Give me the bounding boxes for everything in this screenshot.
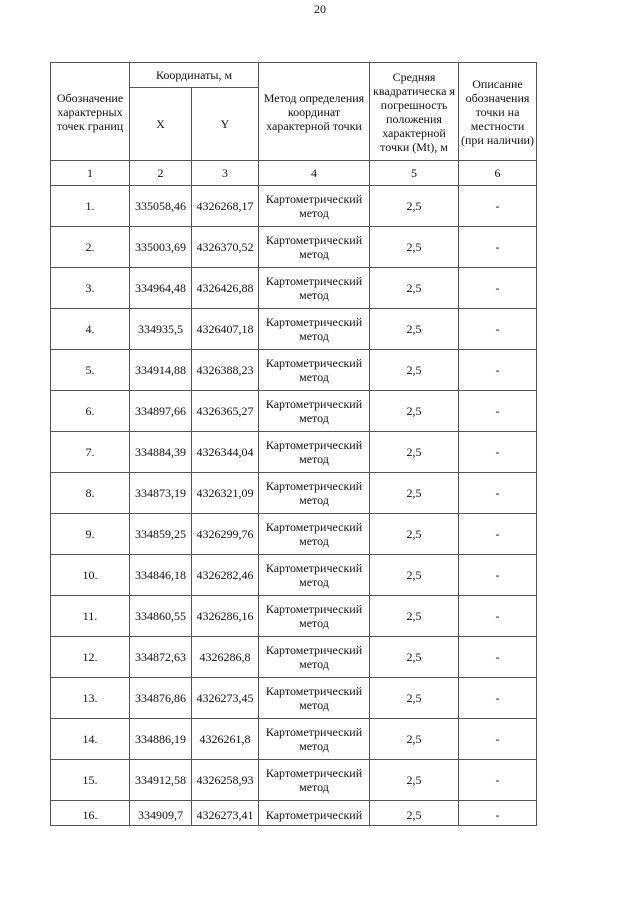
error-cell: 2,5	[370, 227, 459, 268]
method-cell: Картометрический метод	[259, 268, 370, 309]
table-row	[51, 309, 537, 350]
point-number-cell: 5.	[51, 350, 130, 391]
x-coordinate-cell: 334876,86	[130, 678, 192, 719]
point-number-cell: 15.	[51, 760, 130, 801]
method-cell: Картометрический метод	[259, 555, 370, 596]
method-cell: Картометрический	[259, 801, 370, 826]
x-coordinate-cell: 334914,88	[130, 350, 192, 391]
method-cell: Картометрический метод	[259, 350, 370, 391]
table-row	[51, 719, 537, 760]
x-coordinate-cell: 335058,46	[130, 186, 192, 227]
table-row	[51, 801, 537, 826]
y-coordinate-cell: 4326261,8	[192, 719, 259, 760]
method-cell: Картометрический метод	[259, 637, 370, 678]
description-cell: -	[459, 186, 537, 227]
column-number: 1	[51, 161, 130, 186]
table-row	[51, 514, 537, 555]
point-number-cell: 11.	[51, 596, 130, 637]
description-cell: -	[459, 719, 537, 760]
table-row	[51, 186, 537, 227]
point-number-cell: 10.	[51, 555, 130, 596]
error-cell: 2,5	[370, 186, 459, 227]
error-cell: 2,5	[370, 432, 459, 473]
error-cell: 2,5	[370, 555, 459, 596]
table-row	[51, 350, 537, 391]
point-number-cell: 7.	[51, 432, 130, 473]
description-cell: -	[459, 432, 537, 473]
table-row	[51, 555, 537, 596]
error-cell: 2,5	[370, 268, 459, 309]
x-coordinate-cell: 334886,19	[130, 719, 192, 760]
x-coordinate-cell: 334884,39	[130, 432, 192, 473]
description-cell: -	[459, 268, 537, 309]
description-cell: -	[459, 555, 537, 596]
description-cell: -	[459, 596, 537, 637]
method-cell: Картометрический метод	[259, 186, 370, 227]
table-row	[51, 268, 537, 309]
header-y: Y	[192, 88, 259, 161]
method-cell: Картометрический метод	[259, 678, 370, 719]
error-cell: 2,5	[370, 678, 459, 719]
y-coordinate-cell: 4326258,93	[192, 760, 259, 801]
y-coordinate-cell: 4326321,09	[192, 473, 259, 514]
table-row	[51, 760, 537, 801]
method-cell: Картометрический метод	[259, 473, 370, 514]
column-number: 4	[259, 161, 370, 186]
y-coordinate-cell: 4326365,27	[192, 391, 259, 432]
x-coordinate-cell: 334964,48	[130, 268, 192, 309]
x-coordinate-cell: 334859,25	[130, 514, 192, 555]
method-cell: Картометрический метод	[259, 227, 370, 268]
point-number-cell: 14.	[51, 719, 130, 760]
x-coordinate-cell: 334860,55	[130, 596, 192, 637]
description-cell: -	[459, 350, 537, 391]
x-coordinate-cell: 335003,69	[130, 227, 192, 268]
error-cell: 2,5	[370, 801, 459, 826]
point-number-cell: 13.	[51, 678, 130, 719]
error-cell: 2,5	[370, 596, 459, 637]
point-number-cell: 9.	[51, 514, 130, 555]
y-coordinate-cell: 4326286,8	[192, 637, 259, 678]
y-coordinate-cell: 4326286,16	[192, 596, 259, 637]
description-cell: -	[459, 637, 537, 678]
x-coordinate-cell: 334872,63	[130, 637, 192, 678]
x-coordinate-cell: 334909,7	[130, 801, 192, 826]
description-cell: -	[459, 227, 537, 268]
error-cell: 2,5	[370, 350, 459, 391]
description-cell: -	[459, 391, 537, 432]
y-coordinate-cell: 4326426,88	[192, 268, 259, 309]
y-coordinate-cell: 4326268,17	[192, 186, 259, 227]
y-coordinate-cell: 4326299,76	[192, 514, 259, 555]
method-cell: Картометрический метод	[259, 719, 370, 760]
error-cell: 2,5	[370, 760, 459, 801]
x-coordinate-cell: 334935,5	[130, 309, 192, 350]
x-coordinate-cell: 334897,66	[130, 391, 192, 432]
error-cell: 2,5	[370, 637, 459, 678]
x-coordinate-cell: 334846,18	[130, 555, 192, 596]
y-coordinate-cell: 4326407,18	[192, 309, 259, 350]
description-cell: -	[459, 309, 537, 350]
header-coordinates: Координаты, м	[130, 63, 259, 88]
boundary-points-table	[50, 62, 537, 826]
x-coordinate-cell: 334873,19	[130, 473, 192, 514]
header-x: X	[130, 88, 192, 161]
y-coordinate-cell: 4326388,23	[192, 350, 259, 391]
table-body	[51, 186, 537, 826]
table-row	[51, 391, 537, 432]
point-number-cell: 3.	[51, 268, 130, 309]
table-row	[51, 227, 537, 268]
x-coordinate-cell: 334912,58	[130, 760, 192, 801]
column-number: 2	[130, 161, 192, 186]
description-cell: -	[459, 514, 537, 555]
point-number-cell: 16.	[51, 801, 130, 826]
method-cell: Картометрический метод	[259, 596, 370, 637]
description-cell: -	[459, 473, 537, 514]
method-cell: Картометрический метод	[259, 760, 370, 801]
y-coordinate-cell: 4326370,52	[192, 227, 259, 268]
description-cell: -	[459, 801, 537, 826]
point-number-cell: 1.	[51, 186, 130, 227]
column-number: 6	[459, 161, 537, 186]
table-row	[51, 678, 537, 719]
point-number-cell: 4.	[51, 309, 130, 350]
page-number: 20	[314, 2, 326, 16]
error-cell: 2,5	[370, 391, 459, 432]
column-number-row	[51, 161, 537, 186]
y-coordinate-cell: 4326273,41	[192, 801, 259, 826]
table-row	[51, 473, 537, 514]
table-row	[51, 596, 537, 637]
error-cell: 2,5	[370, 719, 459, 760]
y-coordinate-cell: 4326344,04	[192, 432, 259, 473]
method-cell: Картометрический метод	[259, 391, 370, 432]
method-cell: Картометрический метод	[259, 309, 370, 350]
table-row	[51, 637, 537, 678]
header-designation: Обозначение характерных точек границ	[51, 63, 130, 161]
error-cell: 2,5	[370, 309, 459, 350]
method-cell: Картометрический метод	[259, 432, 370, 473]
method-cell: Картометрический метод	[259, 514, 370, 555]
column-number: 5	[370, 161, 459, 186]
header-description: Описание обозначения точки на местности (при наличии)	[459, 63, 537, 161]
error-cell: 2,5	[370, 473, 459, 514]
header-method: Метод определения координат характерной точки	[259, 63, 370, 161]
y-coordinate-cell: 4326282,46	[192, 555, 259, 596]
description-cell: -	[459, 760, 537, 801]
header-error: Средняя квадратическа я погрешность положения характерной точки (Mt), м	[370, 63, 459, 161]
description-cell: -	[459, 678, 537, 719]
table-row	[51, 432, 537, 473]
point-number-cell: 6.	[51, 391, 130, 432]
y-coordinate-cell: 4326273,45	[192, 678, 259, 719]
error-cell: 2,5	[370, 514, 459, 555]
point-number-cell: 8.	[51, 473, 130, 514]
column-number: 3	[192, 161, 259, 186]
point-number-cell: 2.	[51, 227, 130, 268]
point-number-cell: 12.	[51, 637, 130, 678]
